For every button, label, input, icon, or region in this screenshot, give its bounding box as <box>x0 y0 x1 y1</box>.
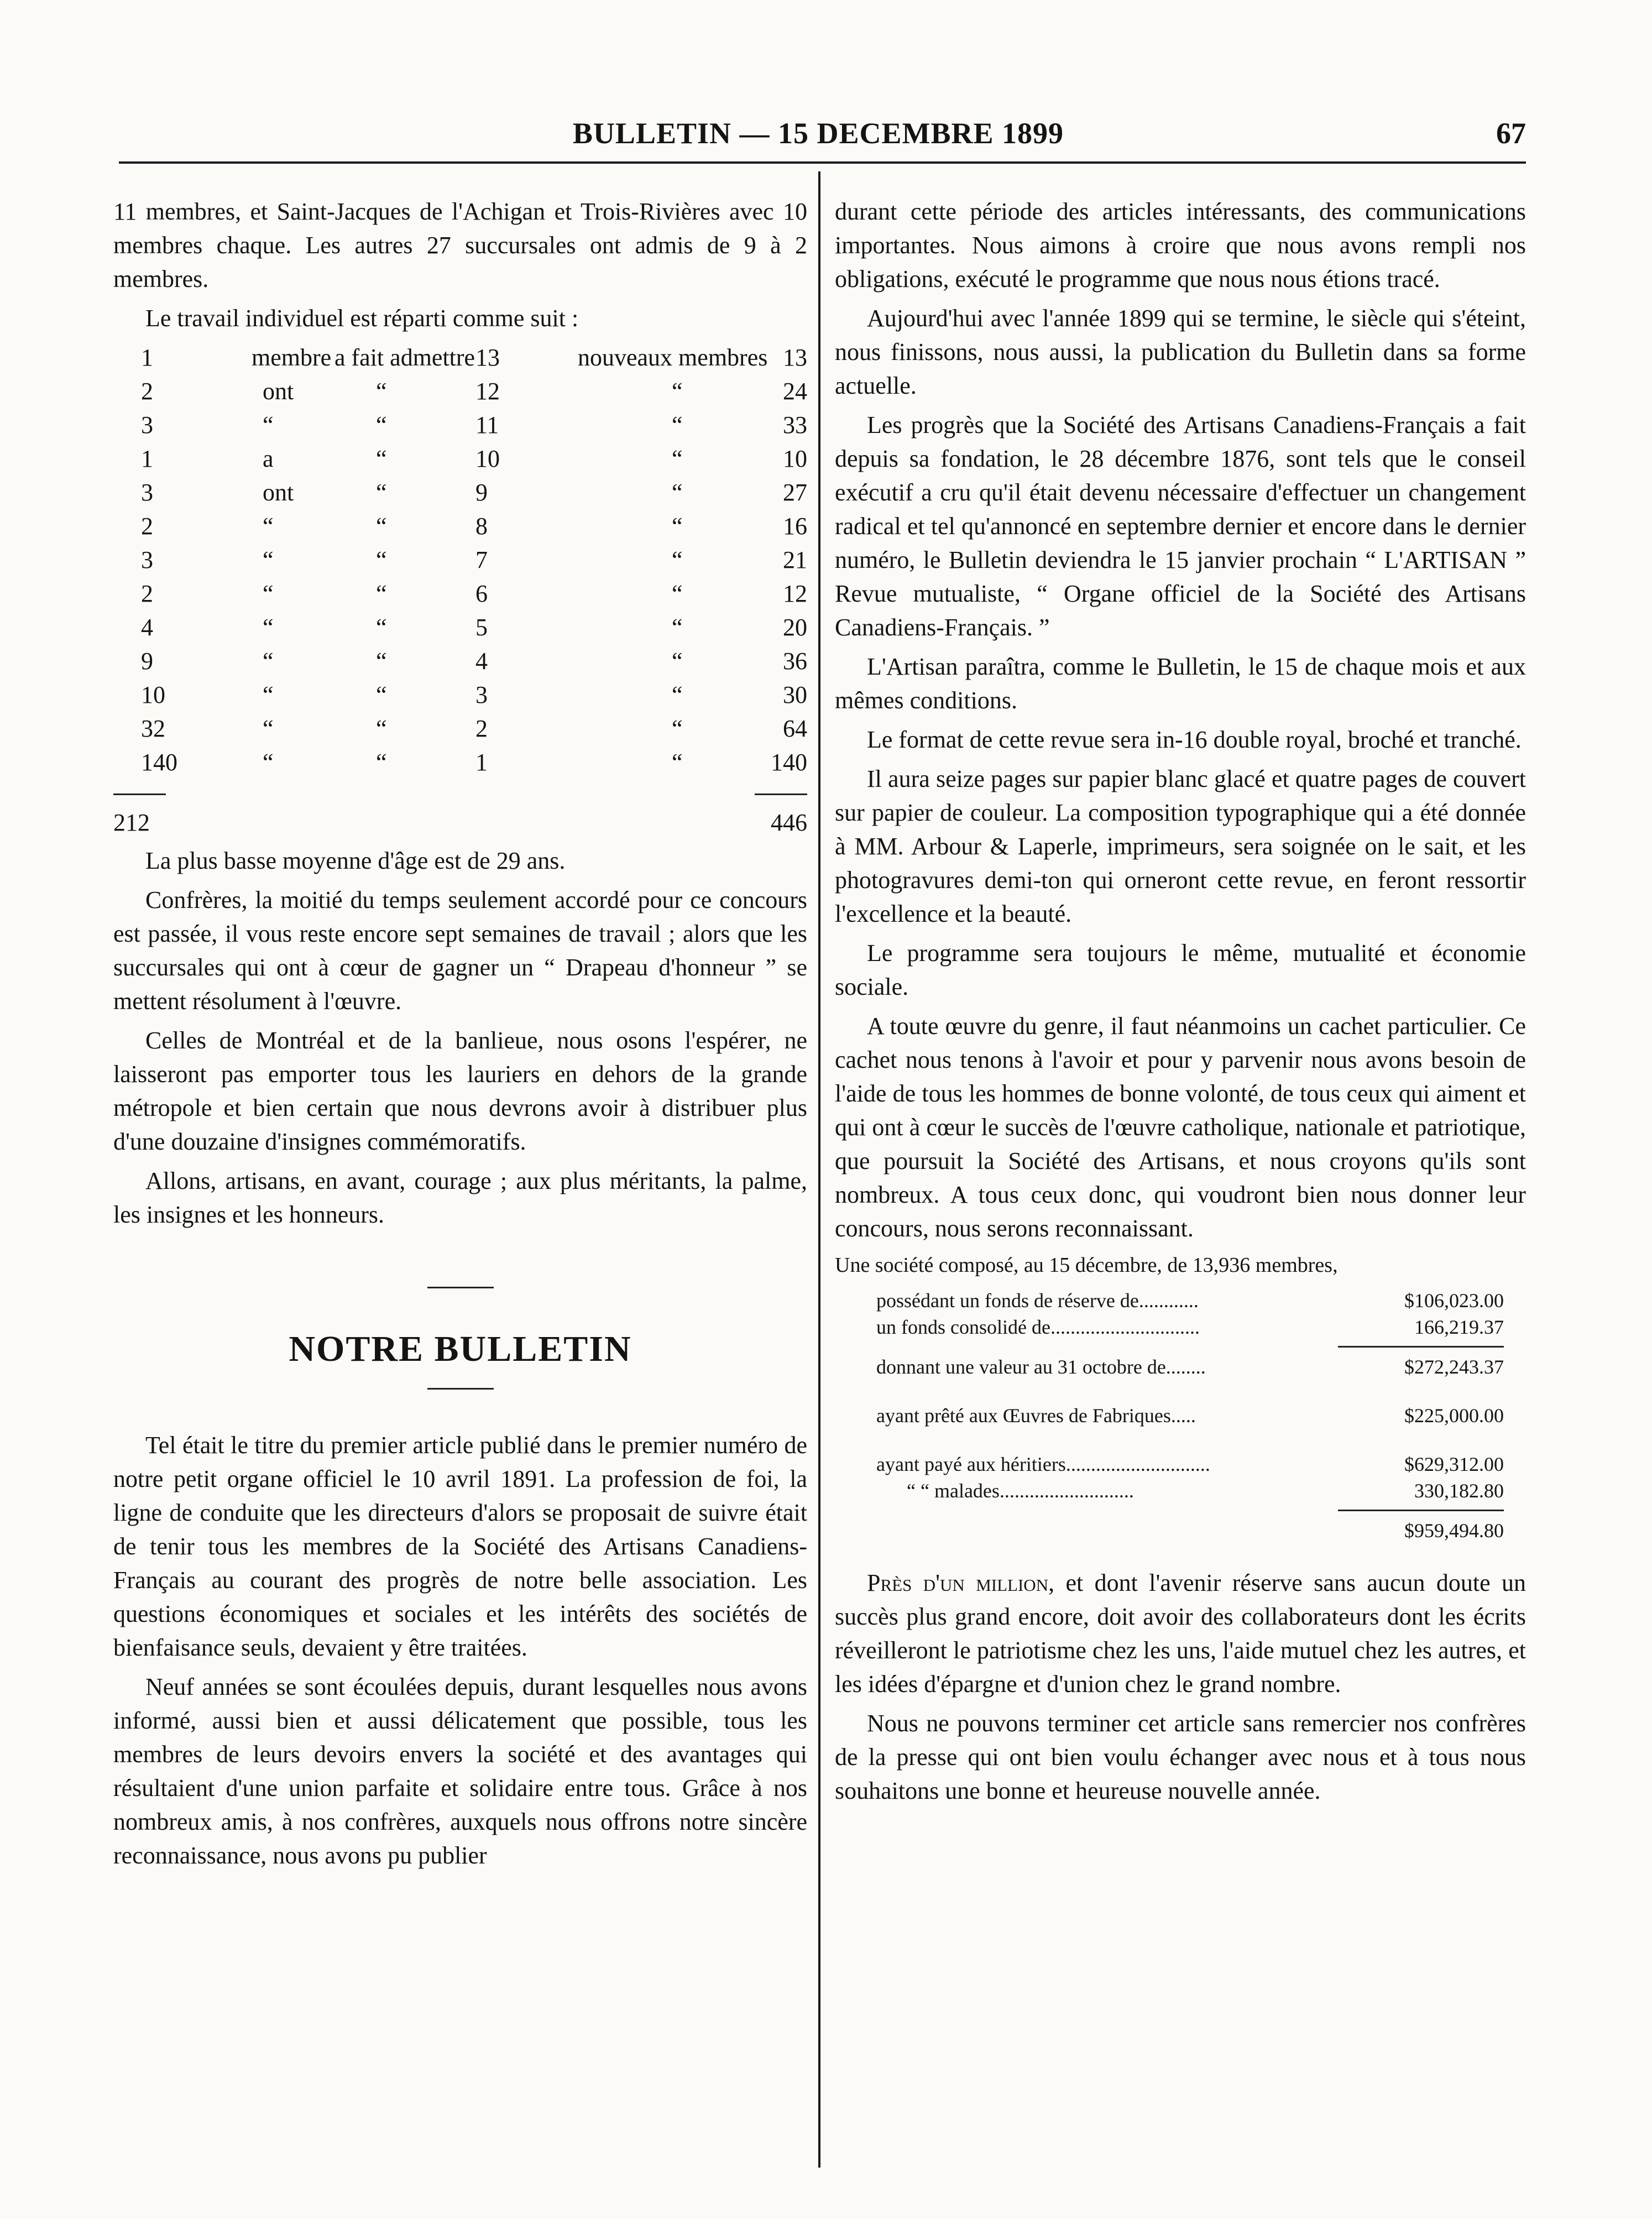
tally-cell: “ <box>263 749 274 776</box>
total-new-members: 446 <box>771 809 807 836</box>
tally-cell: 7 <box>475 546 488 573</box>
tally-row <box>113 577 807 610</box>
tally-cell: “ <box>263 614 274 641</box>
paragraph: Nous ne pouvons terminer cet article sans remercier nos confrères de la presse qui ont bien voulu échanger avec nous et à tous nous souhaitons une bonne et heureuse nouvelle année. <box>835 1710 1526 1804</box>
tally-cell: “ <box>376 479 387 506</box>
tally-cell: “ <box>376 580 387 607</box>
tally-cell: “ <box>376 378 387 405</box>
tally-cell: ont <box>263 378 294 405</box>
tally-cell: “ <box>672 614 683 641</box>
tally-cell: “ <box>672 648 683 675</box>
tally-cell: 9 <box>141 648 153 675</box>
tally-cell: 64 <box>783 715 807 742</box>
tally-row <box>113 374 807 408</box>
paragraph: durant cette période des articles intéressants, des communications importantes. Nous aimons à croire que nous avons rempli nos obligations, exécuté le programme que nous nous étions tracé. <box>835 198 1526 293</box>
paragraph: Près d'un million, et dont l'avenir réserve sans aucun doute un succès plus grand encore, doit avoir des collaborateurs dont les écrits réveilleront le patriotisme chez les uns, l'aide mutuel chez les autres, et les idées d'épargne et d'union chez le grand nombre. <box>835 1569 1526 1698</box>
tally-cell: 2 <box>141 580 153 607</box>
tally-cell: 12 <box>783 580 807 607</box>
tally-cell: 12 <box>475 378 500 405</box>
tally-cell: “ <box>263 715 274 742</box>
tally-cell: “ <box>376 411 387 438</box>
paragraph: Aujourd'hui avec l'année 1899 qui se termine, le siècle qui s'éteint, nous finissons, nous aussi, la publication du Bulletin dans sa forme actuelle. <box>835 305 1526 399</box>
total-members: 212 <box>113 809 150 836</box>
tally-row <box>113 543 807 577</box>
tally-cell: 24 <box>783 378 807 405</box>
paragraph: Il aura seize pages sur papier blanc glacé et quatre pages de couvert sur papier de couleur. La composition typographique qui a été donnée à MM. Arbour & Laperle, imprimeurs, sera soignée on le sait, et les photogravures demi-ton qui orneront cette revue, en feront ressortir l'excellence et la beauté. <box>835 765 1526 927</box>
tally-cell: 2 <box>141 513 153 540</box>
tally-table <box>113 341 807 779</box>
tally-cell: 3 <box>141 411 153 438</box>
section-title: NOTRE BULLETIN <box>289 1329 632 1369</box>
tally-cell: nouveaux membres <box>578 344 768 371</box>
right-column <box>835 195 1526 1813</box>
header-rule <box>119 161 1526 164</box>
tally-cell: “ <box>672 411 683 438</box>
tally-cell: 9 <box>475 479 488 506</box>
tally-cell: “ <box>376 445 387 472</box>
tally-cell: 3 <box>475 681 488 708</box>
paragraph: L'Artisan paraîtra, comme le Bulletin, le 15 de chaque mois et aux mêmes conditions. <box>835 653 1526 714</box>
page-number: 67 <box>1496 117 1526 150</box>
financial-total: $959,494.80 <box>1404 1520 1504 1542</box>
tally-cell: “ <box>376 648 387 675</box>
financial-intro: Une société composé, au 15 décembre, de 13,936 membres, <box>835 1254 1338 1277</box>
tally-cell: 21 <box>783 546 807 573</box>
tally-cell: “ <box>376 681 387 708</box>
left-column <box>113 195 807 1878</box>
financial-row: possédant un fonds de réserve de............ $106,023.00 <box>876 1289 1504 1312</box>
paragraph: Tel était le titre du premier article publié dans le premier numéro de notre petit organe officiel le 10 avril 1891. La profession de foi, la ligne de conduite que les directeurs d'alors se proposait de suivre était de tenir tous les membres de la Société des Artisans Canadiens-Français au courant des progrès de notre belle association. Les questions économiques et sociales et les intérêts des sociétés de bienfaisance seuls, devaient y être traitées. <box>113 1432 807 1661</box>
financial-row: un fonds consolidé de.............................. 166,219.37 <box>876 1316 1504 1338</box>
tally-cell: 10 <box>783 445 807 472</box>
tally-cell: 1 <box>141 445 153 472</box>
tally-cell: a <box>263 445 274 472</box>
tally-totals <box>113 806 807 839</box>
tally-cell: 4 <box>141 614 153 641</box>
tally-cell: 10 <box>141 681 165 708</box>
tally-cell: “ <box>263 648 274 675</box>
column-divider <box>818 171 820 2168</box>
financial-row: ayant prêté aux Œuvres de Fabriques..... $225,000.00 <box>876 1405 1504 1427</box>
tally-cell: “ <box>263 681 274 708</box>
sum-rule <box>835 1504 1526 1517</box>
tally-row <box>113 712 807 745</box>
tally-cell: 140 <box>141 749 177 776</box>
paragraph: A toute œuvre du genre, il faut néanmoins un cachet particulier. Ce cachet nous tenons à l'avoir et pour y parvenir nous avons besoin de l'aide de tous les hommes de bonne volonté, de tous ceux qui aiment et qui ont à cœur le succès de l'œuvre catholique, nationale et patriotique, que poursuit la Société des Artisans, et nous croyons qu'ils sont nombreux. A tous ceux donc, qui voudront bien nous donner leur concours, nous serons reconnaissant. <box>835 1012 1526 1242</box>
paragraph: Les progrès que la Société des Artisans Canadiens-Français a fait depuis sa fondation, le 28 décembre 1876, sont tels que le conseil exécutif a cru qu'il était devenu nécessaire d'effectuer un changement radical et tel qu'annoncé en septembre dernier et encore dans le dernier numéro, le Bulletin deviendra le 15 janvier prochain “ L'ARTISAN ” Revue mutualiste, “ Organe officiel de la Société des Artisans Canadiens-Français. ” <box>835 411 1526 641</box>
tally-row <box>113 442 807 476</box>
tally-cell: membre <box>252 344 332 371</box>
tally-cell: 20 <box>783 614 807 641</box>
tally-row <box>113 408 807 442</box>
tally-cell: “ <box>672 445 683 472</box>
tally-cell: 13 <box>475 344 500 371</box>
tally-cell: “ <box>376 715 387 742</box>
tally-cell: “ <box>672 580 683 607</box>
tally-cell: 11 <box>475 411 499 438</box>
tally-row <box>113 678 807 712</box>
tally-cell: 30 <box>783 681 807 708</box>
sum-rule <box>835 1340 1526 1354</box>
paragraph: Le travail individuel est réparti comme suit : <box>145 305 579 332</box>
tally-cell: ont <box>263 479 294 506</box>
lead-in: Près d'un million, <box>867 1569 1055 1596</box>
tally-row <box>113 745 807 779</box>
tally-cell: 5 <box>475 614 488 641</box>
paragraph: Celles de Montréal et de la banlieue, nous osons l'espérer, ne laisseront pas emporter tous les lauriers en dehors de la grande métropole et bien certain que nous devrons avoir à distribuer plus d'une douzaine d'insignes commémoratifs. <box>113 1027 807 1155</box>
paragraph: Le format de cette revue sera in-16 double royal, broché et tranché. <box>867 726 1522 753</box>
financial-summary <box>835 1251 1526 1544</box>
tally-row <box>113 341 807 374</box>
tally-cell: 3 <box>141 546 153 573</box>
tally-cell: 36 <box>783 648 807 675</box>
tally-cell: 4 <box>475 648 488 675</box>
tally-cell: “ <box>672 681 683 708</box>
running-title: BULLETIN — 15 DECEMBRE 1899 <box>572 117 1064 150</box>
tally-cell: 32 <box>141 715 165 742</box>
tally-cell: 1 <box>475 749 488 776</box>
financial-row: “ “ malades........................... 330,182.80 <box>907 1480 1504 1502</box>
tally-cell: 1 <box>141 344 153 371</box>
tally-cell: “ <box>672 715 683 742</box>
tally-cell: “ <box>672 378 683 405</box>
tally-cell: “ <box>376 513 387 540</box>
tally-cell: 140 <box>771 749 807 776</box>
financial-row: donnant une valeur au 31 octobre de........ $272,243.37 <box>876 1356 1504 1378</box>
tally-cell: a fait admettre <box>334 344 475 371</box>
tally-cell: “ <box>263 546 274 573</box>
paragraph: La plus basse moyenne d'âge est de 29 ans. <box>145 847 566 874</box>
paragraph: Allons, artisans, en avant, courage ; aux plus méritants, la palme, les insignes et les honneurs. <box>113 1167 807 1228</box>
tally-cell: 27 <box>783 479 807 506</box>
tally-row <box>113 610 807 644</box>
tally-cell: 6 <box>475 580 488 607</box>
tally-cell: “ <box>376 546 387 573</box>
tally-cell: 33 <box>783 411 807 438</box>
financial-row: ayant payé aux héritiers............................. $629,312.00 <box>876 1453 1504 1475</box>
tally-cell: 10 <box>475 445 500 472</box>
tally-cell: “ <box>672 749 683 776</box>
tally-cell: “ <box>376 614 387 641</box>
paragraph: Neuf années se sont écoulées depuis, durant lesquelles nous avons informé, aussi bien et aussi délicatement que possible, tous les membres de leurs devoirs envers la société et des avantages qui résultaient d'une union parfaite et solidaire entre tous. Grâce à nos nombreux amis, à nos confrères, auxquels nous offrons notre sincère reconnaissance, nous avons pu publier <box>113 1673 807 1869</box>
sum-rules <box>113 784 807 806</box>
tally-cell: 13 <box>783 344 807 371</box>
tally-cell: 3 <box>141 479 153 506</box>
tally-cell: “ <box>263 513 274 540</box>
tally-cell: 2 <box>475 715 488 742</box>
tally-cell: “ <box>263 411 274 438</box>
tally-cell: 2 <box>141 378 153 405</box>
paragraph: Confrères, la moitié du temps seulement accordé pour ce concours est passée, il vous reste encore sept semaines de travail ; alors que les succursales qui ont à cœur de gagner un “ Drapeau d'honneur ” se mettent résolument à l'œuvre. <box>113 886 807 1015</box>
tally-cell: 8 <box>475 513 488 540</box>
tally-cell: 16 <box>783 513 807 540</box>
tally-cell: “ <box>376 749 387 776</box>
paragraph: Le programme sera toujours le même, mutualité et économie sociale. <box>835 939 1526 1000</box>
tally-row <box>113 476 807 509</box>
tally-cell: “ <box>263 580 274 607</box>
tally-cell: “ <box>672 479 683 506</box>
tally-cell: “ <box>672 513 683 540</box>
paragraph: 11 membres, et Saint-Jacques de l'Achigan et Trois-Rivières avec 10 membres chaque. Les autres 27 succursales ont admis de 9 à 2 membres. <box>113 198 807 293</box>
tally-row <box>113 509 807 543</box>
tally-cell: “ <box>672 546 683 573</box>
tally-row <box>113 644 807 678</box>
